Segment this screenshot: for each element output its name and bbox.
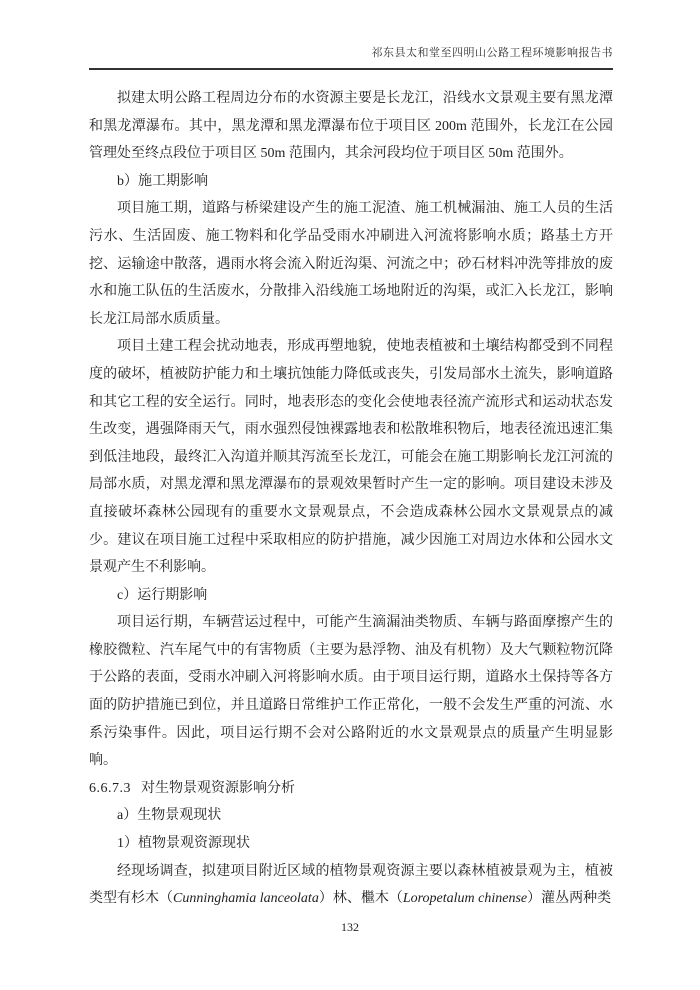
plant-text-segment: 经现场调查，拟建项目附近区域的植物景观资源主要以森林植被景观为主，植被类型有杉木（ bbox=[89, 863, 613, 907]
plant-text-segment: ）林、檵木（ bbox=[318, 891, 403, 907]
section-heading-6-6-7-3 bbox=[89, 775, 613, 803]
species-name-cunninghamia: Cunninghamia lanceolata bbox=[173, 891, 319, 907]
paragraph-water-resources: 拟建太明公路工程周边分布的水资源主要是长龙江，沿线水文景观主要有黑龙潭和黑龙潭瀑布。其中，黑龙潭和黑龙潭瀑布位于项目区 200m 范围外，长龙江在公园管理处至终点段位于项目区 50m 范围内，其余河段均位于项目区 50m 范围外。 bbox=[89, 91, 613, 162]
section-title: 对生物景观资源影响分析 bbox=[141, 780, 295, 796]
page-number: 132 bbox=[341, 920, 359, 934]
paragraph-earthwork-impact: 项目土建工程会扰动地表，形成再塑地貌，使地表植被和土壤结构都受到不同程度的破坏，植被防护能力和土壤抗蚀能力降低或丧失，引发局部水土流失，影响道路和其它工程的安全运行。同时，地表形态的变化会使地表径流产流形式和运动状态发生改变，遇强降雨天气，雨水强烈侵蚀裸露地表和松散堆积物后，地表径流迅速汇集到低洼地段，最终汇入沟道并顺其泻流至长龙江，可能会在施工期影响长龙江河流的局部水质，对黑龙潭和黑龙潭瀑布的景观效果暂时产生一定的影响。项目建设未涉及直接破坏森林公园现有的重要水文景观景点，不会造成森林公园水文景观景点的减少。建议在项目施工过程中采取相应的防护措施，减少因施工对周边水体和公园水文景观产生不利影响。 bbox=[89, 339, 613, 576]
paragraph-construction-impact: 项目施工期，道路与桥梁建设产生的施工泥渣、施工机械漏油、施工人员的生活污水、生活固废、施工物料和化学品受雨水冲刷进入河流将影响水质；路基土方开挖、运输途中散落，遇雨水将会流入附近沟渠、河流之中；砂石材料冲洗等排放的废水和施工队伍的生活废水，分散排入沿线施工场地附近的沟渠，或汇入长龙江，影响长龙江局部水质质量。 bbox=[89, 201, 613, 327]
plant-text-segment: ）灌丛两种类 bbox=[527, 891, 612, 907]
paragraph-operation-impact: 项目运行期，车辆营运过程中，可能产生滴漏油类物质、车辆与路面摩擦产生的橡胶微粒、汽车尾气中的有害物质（主要为悬浮物、油及有机物）及大气颗粒物沉降于公路的表面，受雨水冲刷入河将影响水质。由于项目运行期，道路水土保持等各方面的防护措施已到位，并且道路日常维护工作正常化，一般不会发生严重的河流、水系污染事件。因此，项目运行期不会对公路附近的水文景观景点的质量产生明显影响。 bbox=[89, 615, 613, 769]
heading-operation-period: c）运行期影响 bbox=[117, 587, 208, 603]
section-number: 6.6.7.3 bbox=[89, 780, 131, 796]
heading-plant-landscape-status: 1）植物景观资源现状 bbox=[117, 836, 250, 852]
heading-bio-landscape-status: a）生物景观现状 bbox=[117, 808, 222, 824]
page-header bbox=[0, 0, 700, 70]
paragraph-plant-resources bbox=[89, 858, 613, 913]
species-name-loropetalum: Loropetalum chinense bbox=[402, 891, 528, 907]
document-body bbox=[0, 70, 700, 913]
running-header-title: 祁东县太和堂至四明山公路工程环境影响报告书 bbox=[371, 47, 613, 59]
heading-construction-period: b）施工期影响 bbox=[117, 173, 208, 189]
page-footer bbox=[0, 920, 700, 935]
